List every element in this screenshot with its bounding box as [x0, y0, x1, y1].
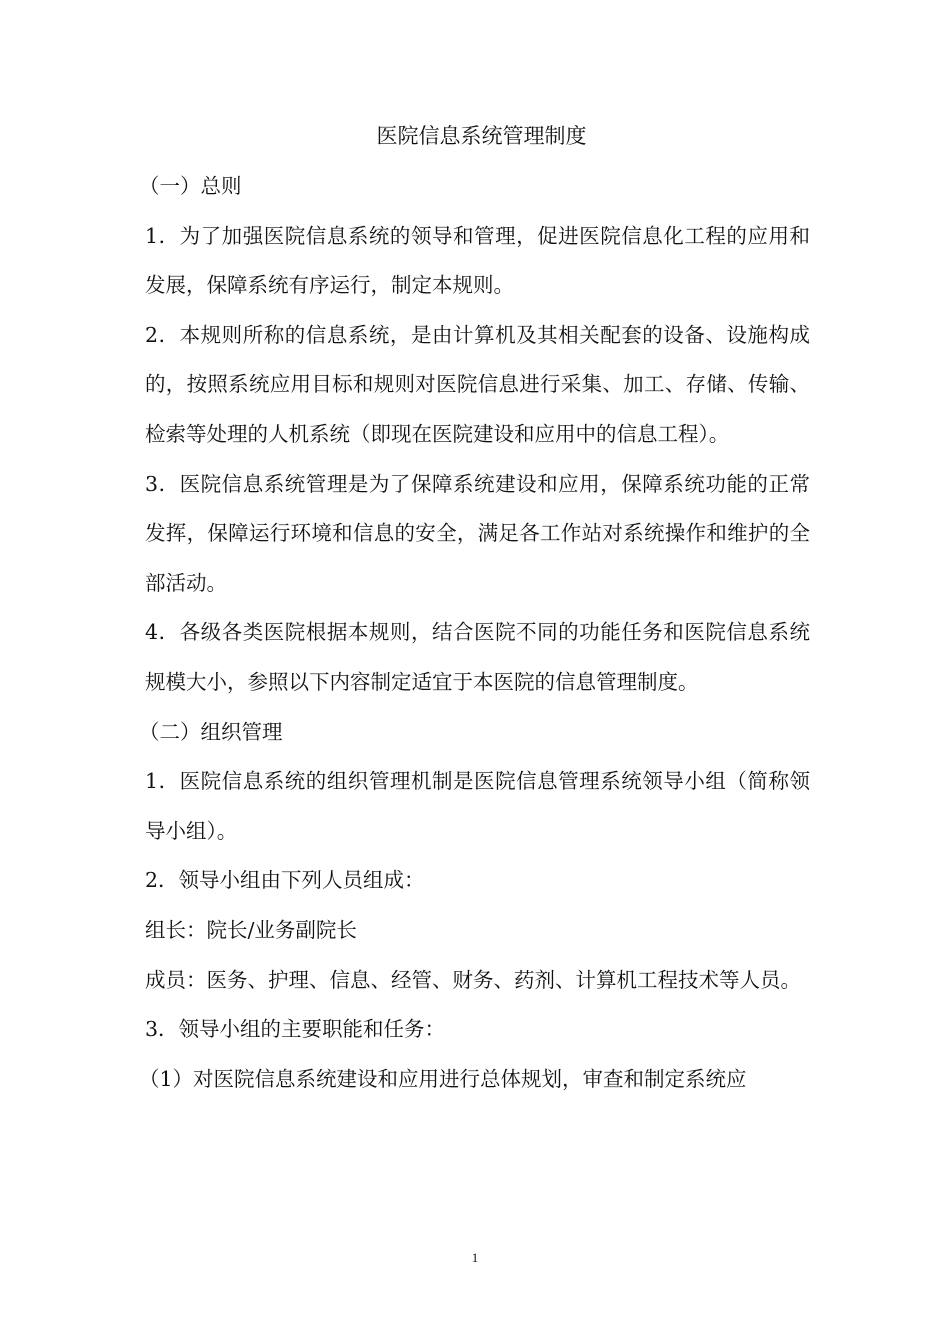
paragraph: 3．领导小组的主要职能和任务： [145, 1017, 446, 1042]
paragraph: 1．医院信息系统的组织管理机制是医院信息管理系统领导小组（简称领导小组）。 [145, 769, 810, 843]
paragraph: 组长：院长/业务副院长 [145, 917, 357, 942]
section-heading-organization: （二）组织管理 [139, 719, 283, 744]
paragraph: 4．各级各类医院根据本规则，结合医院不同的功能任务和医院信息系统规模大小，参照以下内容制定适宜于本医院的信息管理制度。 [145, 620, 810, 694]
paragraph: 2．本规则所称的信息系统，是由计算机及其相关配套的设备、设施构成的，按照系统应用目标和规则对医院信息进行采集、加工、存储、传输、检索等处理的人机系统（即现在医院建设和应用中的信息工程）。 [145, 322, 810, 446]
page-number: 1 [471, 1250, 479, 1265]
paragraph: 2．领导小组由下列人员组成： [145, 868, 425, 893]
document-body [139, 112, 810, 1104]
paragraph: 3．医院信息系统管理是为了保障系统建设和应用，保障系统功能的正常发挥，保障运行环境和信息的安全，满足各工作站对系统操作和维护的全部活动。 [145, 471, 810, 595]
paragraph: 1．为了加强医院信息系统的领导和管理，促进医院信息化工程的应用和发展，保障系统有序运行，制定本规则。 [145, 223, 810, 298]
paragraph: 成员：医务、护理、信息、经管、财务、药剂、计算机工程技术等人员。 [145, 967, 801, 992]
paragraph: （1）对医院信息系统建设和应用进行总体规划，审查和制定系统应 [139, 1066, 747, 1091]
document-title: 医院信息系统管理制度 [376, 124, 587, 148]
section-heading-general: （一）总则 [139, 174, 242, 198]
